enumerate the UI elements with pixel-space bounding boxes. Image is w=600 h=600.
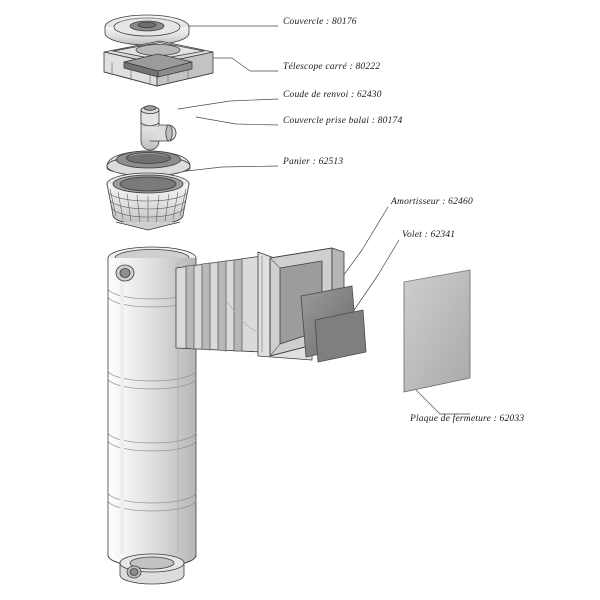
label-volet: Volet : 62341 <box>402 230 456 240</box>
part-telescope-carre <box>104 41 213 86</box>
label-plaque-de-fermeture: Plaque de fermeture : 62033 <box>410 414 525 424</box>
part-panier <box>107 173 189 230</box>
part-coude-de-renvoi <box>141 106 176 150</box>
label-amortisseur: Amortisseur : 62460 <box>391 197 473 207</box>
part-plaque-de-fermeture <box>404 270 470 392</box>
part-couvercle-prise-balai <box>107 151 190 176</box>
label-couvercle-prise-balai: Couvercle prise balai : 80174 <box>283 116 403 126</box>
label-coude-de-renvoi: Coude de renvoi : 62430 <box>283 90 382 100</box>
label-telescope-carre: Télescope carré : 80222 <box>283 62 381 72</box>
label-panier: Panier : 62513 <box>283 157 344 167</box>
label-couvercle: Couvercle : 80176 <box>283 17 357 27</box>
part-couvercle <box>105 15 189 45</box>
